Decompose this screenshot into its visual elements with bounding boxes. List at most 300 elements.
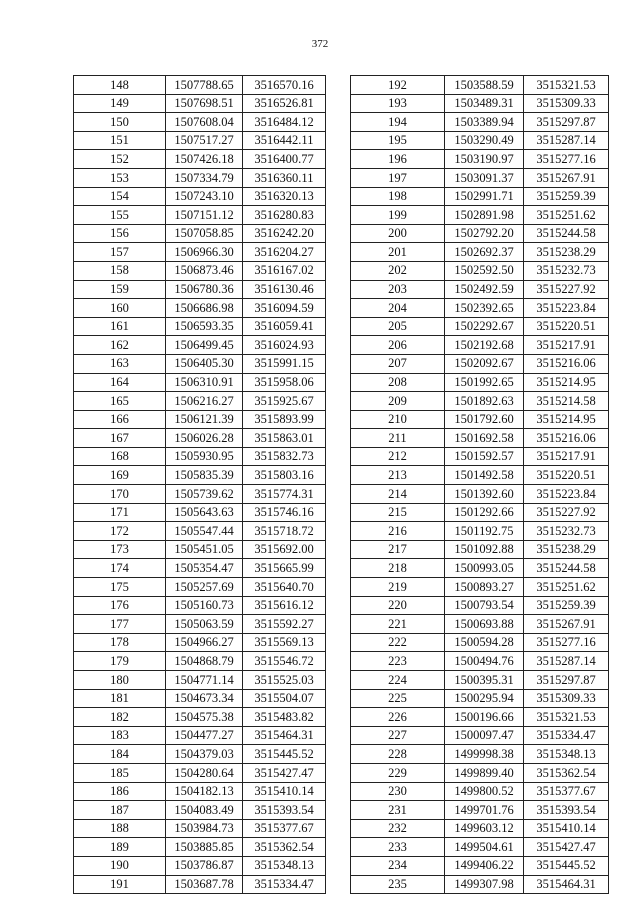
y-coordinate-cell: 3515427.47: [243, 763, 326, 782]
y-coordinate-cell: 3515309.33: [524, 689, 609, 708]
y-coordinate-cell: 3516094.59: [243, 299, 326, 318]
point-number-cell: 230: [351, 782, 445, 801]
x-coordinate-cell: 1501892.63: [445, 392, 524, 411]
table-row: [74, 354, 326, 373]
point-number-cell: 187: [74, 801, 166, 820]
y-coordinate-cell: 3515238.29: [524, 243, 609, 262]
table-row: [74, 392, 326, 411]
x-coordinate-cell: 1501792.60: [445, 410, 524, 429]
y-coordinate-cell: 3515321.53: [524, 708, 609, 727]
point-number-cell: 148: [74, 76, 166, 95]
y-coordinate-cell: 3515393.54: [243, 801, 326, 820]
y-coordinate-cell: 3515893.99: [243, 410, 326, 429]
point-number-cell: 232: [351, 819, 445, 838]
table-row: [351, 875, 609, 894]
y-coordinate-cell: 3516570.16: [243, 76, 326, 95]
x-coordinate-cell: 1502192.68: [445, 336, 524, 355]
y-coordinate-cell: 3515445.52: [524, 856, 609, 875]
x-coordinate-cell: 1507608.04: [166, 113, 243, 132]
point-number-cell: 180: [74, 671, 166, 690]
point-number-cell: 219: [351, 578, 445, 597]
point-number-cell: 163: [74, 354, 166, 373]
y-coordinate-cell: 3515958.06: [243, 373, 326, 392]
y-coordinate-cell: 3515362.54: [243, 838, 326, 857]
point-number-cell: 216: [351, 522, 445, 541]
point-number-cell: 158: [74, 261, 166, 280]
y-coordinate-cell: 3515483.82: [243, 708, 326, 727]
table-row: [351, 280, 609, 299]
table-row: [74, 578, 326, 597]
table-row: [351, 819, 609, 838]
point-number-cell: 208: [351, 373, 445, 392]
point-number-cell: 169: [74, 466, 166, 485]
y-coordinate-cell: 3515774.31: [243, 485, 326, 504]
x-coordinate-cell: 1500196.66: [445, 708, 524, 727]
y-coordinate-cell: 3515216.06: [524, 354, 609, 373]
point-number-cell: 151: [74, 131, 166, 150]
x-coordinate-cell: 1499504.61: [445, 838, 524, 857]
point-number-cell: 175: [74, 578, 166, 597]
x-coordinate-cell: 1506593.35: [166, 317, 243, 336]
table-row: [74, 280, 326, 299]
point-number-cell: 199: [351, 206, 445, 225]
point-number-cell: 222: [351, 633, 445, 652]
x-coordinate-cell: 1507698.51: [166, 94, 243, 113]
table-row: [351, 187, 609, 206]
point-number-cell: 184: [74, 745, 166, 764]
point-number-cell: 197: [351, 168, 445, 187]
x-coordinate-cell: 1499998.38: [445, 745, 524, 764]
x-coordinate-cell: 1503190.97: [445, 150, 524, 169]
table-row: [74, 801, 326, 820]
y-coordinate-cell: 3516400.77: [243, 150, 326, 169]
table-row: [74, 429, 326, 448]
x-coordinate-cell: 1500693.88: [445, 615, 524, 634]
point-number-cell: 179: [74, 652, 166, 671]
y-coordinate-cell: 3515297.87: [524, 671, 609, 690]
table-row: [351, 113, 609, 132]
x-coordinate-cell: 1504966.27: [166, 633, 243, 652]
x-coordinate-cell: 1507788.65: [166, 76, 243, 95]
x-coordinate-cell: 1506121.39: [166, 410, 243, 429]
table-row: [74, 708, 326, 727]
y-coordinate-cell: 3516242.20: [243, 224, 326, 243]
x-coordinate-cell: 1505835.39: [166, 466, 243, 485]
point-number-cell: 215: [351, 503, 445, 522]
y-coordinate-cell: 3515592.27: [243, 615, 326, 634]
y-coordinate-cell: 3516442.11: [243, 131, 326, 150]
point-number-cell: 150: [74, 113, 166, 132]
x-coordinate-cell: 1501092.88: [445, 540, 524, 559]
y-coordinate-cell: 3515464.31: [524, 875, 609, 894]
y-coordinate-cell: 3516167.02: [243, 261, 326, 280]
x-coordinate-cell: 1507517.27: [166, 131, 243, 150]
y-coordinate-cell: 3515287.14: [524, 652, 609, 671]
point-number-cell: 204: [351, 299, 445, 318]
x-coordinate-cell: 1502392.65: [445, 299, 524, 318]
right-coordinates-table: [350, 75, 609, 894]
y-coordinate-cell: 3515217.91: [524, 447, 609, 466]
point-number-cell: 214: [351, 485, 445, 504]
x-coordinate-cell: 1499701.76: [445, 801, 524, 820]
x-coordinate-cell: 1507243.10: [166, 187, 243, 206]
point-number-cell: 188: [74, 819, 166, 838]
x-coordinate-cell: 1501992.65: [445, 373, 524, 392]
table-row: [351, 168, 609, 187]
point-number-cell: 195: [351, 131, 445, 150]
y-coordinate-cell: 3515832.73: [243, 447, 326, 466]
table-row: [351, 317, 609, 336]
y-coordinate-cell: 3515214.95: [524, 373, 609, 392]
y-coordinate-cell: 3515244.58: [524, 559, 609, 578]
x-coordinate-cell: 1500494.76: [445, 652, 524, 671]
x-coordinate-cell: 1505547.44: [166, 522, 243, 541]
table-row: [351, 763, 609, 782]
point-number-cell: 228: [351, 745, 445, 764]
y-coordinate-cell: 3515393.54: [524, 801, 609, 820]
point-number-cell: 229: [351, 763, 445, 782]
x-coordinate-cell: 1502991.71: [445, 187, 524, 206]
point-number-cell: 164: [74, 373, 166, 392]
y-coordinate-cell: 3516484.12: [243, 113, 326, 132]
point-number-cell: 192: [351, 76, 445, 95]
point-number-cell: 233: [351, 838, 445, 857]
x-coordinate-cell: 1501292.66: [445, 503, 524, 522]
y-coordinate-cell: 3515216.06: [524, 429, 609, 448]
y-coordinate-cell: 3515348.13: [243, 856, 326, 875]
table-row: [351, 336, 609, 355]
table-row: [351, 838, 609, 857]
y-coordinate-cell: 3515445.52: [243, 745, 326, 764]
y-coordinate-cell: 3515991.15: [243, 354, 326, 373]
point-number-cell: 178: [74, 633, 166, 652]
y-coordinate-cell: 3515244.58: [524, 224, 609, 243]
y-coordinate-cell: 3515259.39: [524, 596, 609, 615]
table-row: [351, 131, 609, 150]
y-coordinate-cell: 3516526.81: [243, 94, 326, 113]
x-coordinate-cell: 1506026.28: [166, 429, 243, 448]
point-number-cell: 153: [74, 168, 166, 187]
y-coordinate-cell: 3515665.99: [243, 559, 326, 578]
x-coordinate-cell: 1506780.36: [166, 280, 243, 299]
page-number: 372: [311, 38, 329, 50]
table-row: [74, 168, 326, 187]
table-row: [351, 708, 609, 727]
table-row: [74, 652, 326, 671]
y-coordinate-cell: 3515377.67: [524, 782, 609, 801]
x-coordinate-cell: 1502692.37: [445, 243, 524, 262]
point-number-cell: 191: [74, 875, 166, 894]
x-coordinate-cell: 1500594.28: [445, 633, 524, 652]
y-coordinate-cell: 3515640.70: [243, 578, 326, 597]
table-row: [351, 578, 609, 597]
x-coordinate-cell: 1505451.05: [166, 540, 243, 559]
point-number-cell: 221: [351, 615, 445, 634]
y-coordinate-cell: 3515238.29: [524, 540, 609, 559]
table-row: [74, 261, 326, 280]
x-coordinate-cell: 1503984.73: [166, 819, 243, 838]
table-row: [351, 559, 609, 578]
y-coordinate-cell: 3515214.95: [524, 410, 609, 429]
point-number-cell: 203: [351, 280, 445, 299]
point-number-cell: 220: [351, 596, 445, 615]
x-coordinate-cell: 1505643.63: [166, 503, 243, 522]
y-coordinate-cell: 3515277.16: [524, 633, 609, 652]
x-coordinate-cell: 1500993.05: [445, 559, 524, 578]
point-number-cell: 155: [74, 206, 166, 225]
x-coordinate-cell: 1507151.12: [166, 206, 243, 225]
point-number-cell: 161: [74, 317, 166, 336]
table-row: [351, 373, 609, 392]
point-number-cell: 227: [351, 726, 445, 745]
table-row: [74, 206, 326, 225]
point-number-cell: 234: [351, 856, 445, 875]
point-number-cell: 181: [74, 689, 166, 708]
point-number-cell: 176: [74, 596, 166, 615]
y-coordinate-cell: 3515267.91: [524, 615, 609, 634]
point-number-cell: 201: [351, 243, 445, 262]
y-coordinate-cell: 3516059.41: [243, 317, 326, 336]
point-number-cell: 162: [74, 336, 166, 355]
point-number-cell: 177: [74, 615, 166, 634]
y-coordinate-cell: 3515267.91: [524, 168, 609, 187]
y-coordinate-cell: 3515718.72: [243, 522, 326, 541]
point-number-cell: 186: [74, 782, 166, 801]
y-coordinate-cell: 3515746.16: [243, 503, 326, 522]
table-row: [74, 187, 326, 206]
table-row: [74, 410, 326, 429]
y-coordinate-cell: 3515504.07: [243, 689, 326, 708]
y-coordinate-cell: 3515427.47: [524, 838, 609, 857]
x-coordinate-cell: 1503687.78: [166, 875, 243, 894]
table-row: [74, 503, 326, 522]
x-coordinate-cell: 1499800.52: [445, 782, 524, 801]
x-coordinate-cell: 1500295.94: [445, 689, 524, 708]
x-coordinate-cell: 1507426.18: [166, 150, 243, 169]
point-number-cell: 165: [74, 392, 166, 411]
y-coordinate-cell: 3515321.53: [524, 76, 609, 95]
x-coordinate-cell: 1504379.03: [166, 745, 243, 764]
y-coordinate-cell: 3516360.11: [243, 168, 326, 187]
table-row: [351, 410, 609, 429]
table-row: [351, 243, 609, 262]
x-coordinate-cell: 1503588.59: [445, 76, 524, 95]
y-coordinate-cell: 3515334.47: [524, 726, 609, 745]
y-coordinate-cell: 3515692.00: [243, 540, 326, 559]
left-coordinates-table: [73, 75, 326, 894]
point-number-cell: 174: [74, 559, 166, 578]
table-row: [74, 466, 326, 485]
point-number-cell: 167: [74, 429, 166, 448]
point-number-cell: 190: [74, 856, 166, 875]
point-number-cell: 185: [74, 763, 166, 782]
y-coordinate-cell: 3515287.14: [524, 131, 609, 150]
point-number-cell: 152: [74, 150, 166, 169]
y-coordinate-cell: 3515214.58: [524, 392, 609, 411]
x-coordinate-cell: 1502092.67: [445, 354, 524, 373]
table-row: [74, 726, 326, 745]
table-row: [74, 540, 326, 559]
point-number-cell: 212: [351, 447, 445, 466]
table-row: [74, 819, 326, 838]
table-row: [351, 522, 609, 541]
y-coordinate-cell: 3515251.62: [524, 206, 609, 225]
x-coordinate-cell: 1502292.67: [445, 317, 524, 336]
table-row: [351, 429, 609, 448]
point-number-cell: 217: [351, 540, 445, 559]
y-coordinate-cell: 3515803.16: [243, 466, 326, 485]
y-coordinate-cell: 3515232.73: [524, 522, 609, 541]
y-coordinate-cell: 3515525.03: [243, 671, 326, 690]
y-coordinate-cell: 3515925.67: [243, 392, 326, 411]
y-coordinate-cell: 3515297.87: [524, 113, 609, 132]
point-number-cell: 168: [74, 447, 166, 466]
point-number-cell: 170: [74, 485, 166, 504]
x-coordinate-cell: 1505354.47: [166, 559, 243, 578]
y-coordinate-cell: 3515309.33: [524, 94, 609, 113]
table-row: [74, 875, 326, 894]
y-coordinate-cell: 3516204.27: [243, 243, 326, 262]
point-number-cell: 218: [351, 559, 445, 578]
x-coordinate-cell: 1506310.91: [166, 373, 243, 392]
point-number-cell: 194: [351, 113, 445, 132]
table-row: [351, 726, 609, 745]
point-number-cell: 166: [74, 410, 166, 429]
table-row: [74, 689, 326, 708]
table-row: [74, 447, 326, 466]
x-coordinate-cell: 1501692.58: [445, 429, 524, 448]
table-row: [351, 856, 609, 875]
x-coordinate-cell: 1504182.13: [166, 782, 243, 801]
x-coordinate-cell: 1500793.54: [445, 596, 524, 615]
table-row: [351, 354, 609, 373]
table-row: [74, 485, 326, 504]
y-coordinate-cell: 3515863.01: [243, 429, 326, 448]
x-coordinate-cell: 1501492.58: [445, 466, 524, 485]
table-row: [74, 596, 326, 615]
table-row: [74, 615, 326, 634]
right-table-body: [351, 76, 609, 894]
point-number-cell: 225: [351, 689, 445, 708]
point-number-cell: 198: [351, 187, 445, 206]
table-row: [351, 540, 609, 559]
x-coordinate-cell: 1501592.57: [445, 447, 524, 466]
point-number-cell: 193: [351, 94, 445, 113]
point-number-cell: 172: [74, 522, 166, 541]
point-number-cell: 209: [351, 392, 445, 411]
table-row: [74, 373, 326, 392]
table-row: [74, 299, 326, 318]
x-coordinate-cell: 1499406.22: [445, 856, 524, 875]
point-number-cell: 159: [74, 280, 166, 299]
y-coordinate-cell: 3515223.84: [524, 299, 609, 318]
x-coordinate-cell: 1502891.98: [445, 206, 524, 225]
y-coordinate-cell: 3515348.13: [524, 745, 609, 764]
point-number-cell: 226: [351, 708, 445, 727]
point-number-cell: 156: [74, 224, 166, 243]
left-table-body: [74, 76, 326, 894]
point-number-cell: 183: [74, 726, 166, 745]
y-coordinate-cell: 3515464.31: [243, 726, 326, 745]
table-row: [74, 856, 326, 875]
point-number-cell: 210: [351, 410, 445, 429]
x-coordinate-cell: 1500395.31: [445, 671, 524, 690]
y-coordinate-cell: 3515220.51: [524, 317, 609, 336]
y-coordinate-cell: 3515616.12: [243, 596, 326, 615]
point-number-cell: 182: [74, 708, 166, 727]
x-coordinate-cell: 1506966.30: [166, 243, 243, 262]
y-coordinate-cell: 3515377.67: [243, 819, 326, 838]
table-row: [351, 94, 609, 113]
table-row: [351, 633, 609, 652]
y-coordinate-cell: 3516280.83: [243, 206, 326, 225]
point-number-cell: 211: [351, 429, 445, 448]
table-row: [74, 113, 326, 132]
y-coordinate-cell: 3515232.73: [524, 261, 609, 280]
point-number-cell: 160: [74, 299, 166, 318]
x-coordinate-cell: 1506873.46: [166, 261, 243, 280]
y-coordinate-cell: 3515546.72: [243, 652, 326, 671]
point-number-cell: 171: [74, 503, 166, 522]
table-row: [351, 596, 609, 615]
x-coordinate-cell: 1505930.95: [166, 447, 243, 466]
x-coordinate-cell: 1504868.79: [166, 652, 243, 671]
table-row: [351, 503, 609, 522]
x-coordinate-cell: 1503290.49: [445, 131, 524, 150]
x-coordinate-cell: 1504575.38: [166, 708, 243, 727]
table-row: [74, 76, 326, 95]
table-row: [351, 671, 609, 690]
x-coordinate-cell: 1503786.87: [166, 856, 243, 875]
y-coordinate-cell: 3516130.46: [243, 280, 326, 299]
x-coordinate-cell: 1506499.45: [166, 336, 243, 355]
table-row: [351, 485, 609, 504]
point-number-cell: 206: [351, 336, 445, 355]
x-coordinate-cell: 1504477.27: [166, 726, 243, 745]
point-number-cell: 213: [351, 466, 445, 485]
x-coordinate-cell: 1501192.75: [445, 522, 524, 541]
x-coordinate-cell: 1504083.49: [166, 801, 243, 820]
table-row: [351, 447, 609, 466]
table-row: [74, 131, 326, 150]
x-coordinate-cell: 1503489.31: [445, 94, 524, 113]
table-row: [74, 94, 326, 113]
table-row: [351, 801, 609, 820]
table-row: [351, 206, 609, 225]
table-row: [351, 76, 609, 95]
table-row: [351, 466, 609, 485]
point-number-cell: 189: [74, 838, 166, 857]
y-coordinate-cell: 3515259.39: [524, 187, 609, 206]
y-coordinate-cell: 3515251.62: [524, 578, 609, 597]
table-row: [74, 838, 326, 857]
point-number-cell: 196: [351, 150, 445, 169]
y-coordinate-cell: 3515223.84: [524, 485, 609, 504]
point-number-cell: 235: [351, 875, 445, 894]
x-coordinate-cell: 1499307.98: [445, 875, 524, 894]
x-coordinate-cell: 1503389.94: [445, 113, 524, 132]
x-coordinate-cell: 1502492.59: [445, 280, 524, 299]
table-row: [351, 782, 609, 801]
x-coordinate-cell: 1499603.12: [445, 819, 524, 838]
point-number-cell: 157: [74, 243, 166, 262]
y-coordinate-cell: 3516024.93: [243, 336, 326, 355]
table-row: [351, 150, 609, 169]
x-coordinate-cell: 1502592.50: [445, 261, 524, 280]
x-coordinate-cell: 1504673.34: [166, 689, 243, 708]
y-coordinate-cell: 3515362.54: [524, 763, 609, 782]
y-coordinate-cell: 3515227.92: [524, 280, 609, 299]
